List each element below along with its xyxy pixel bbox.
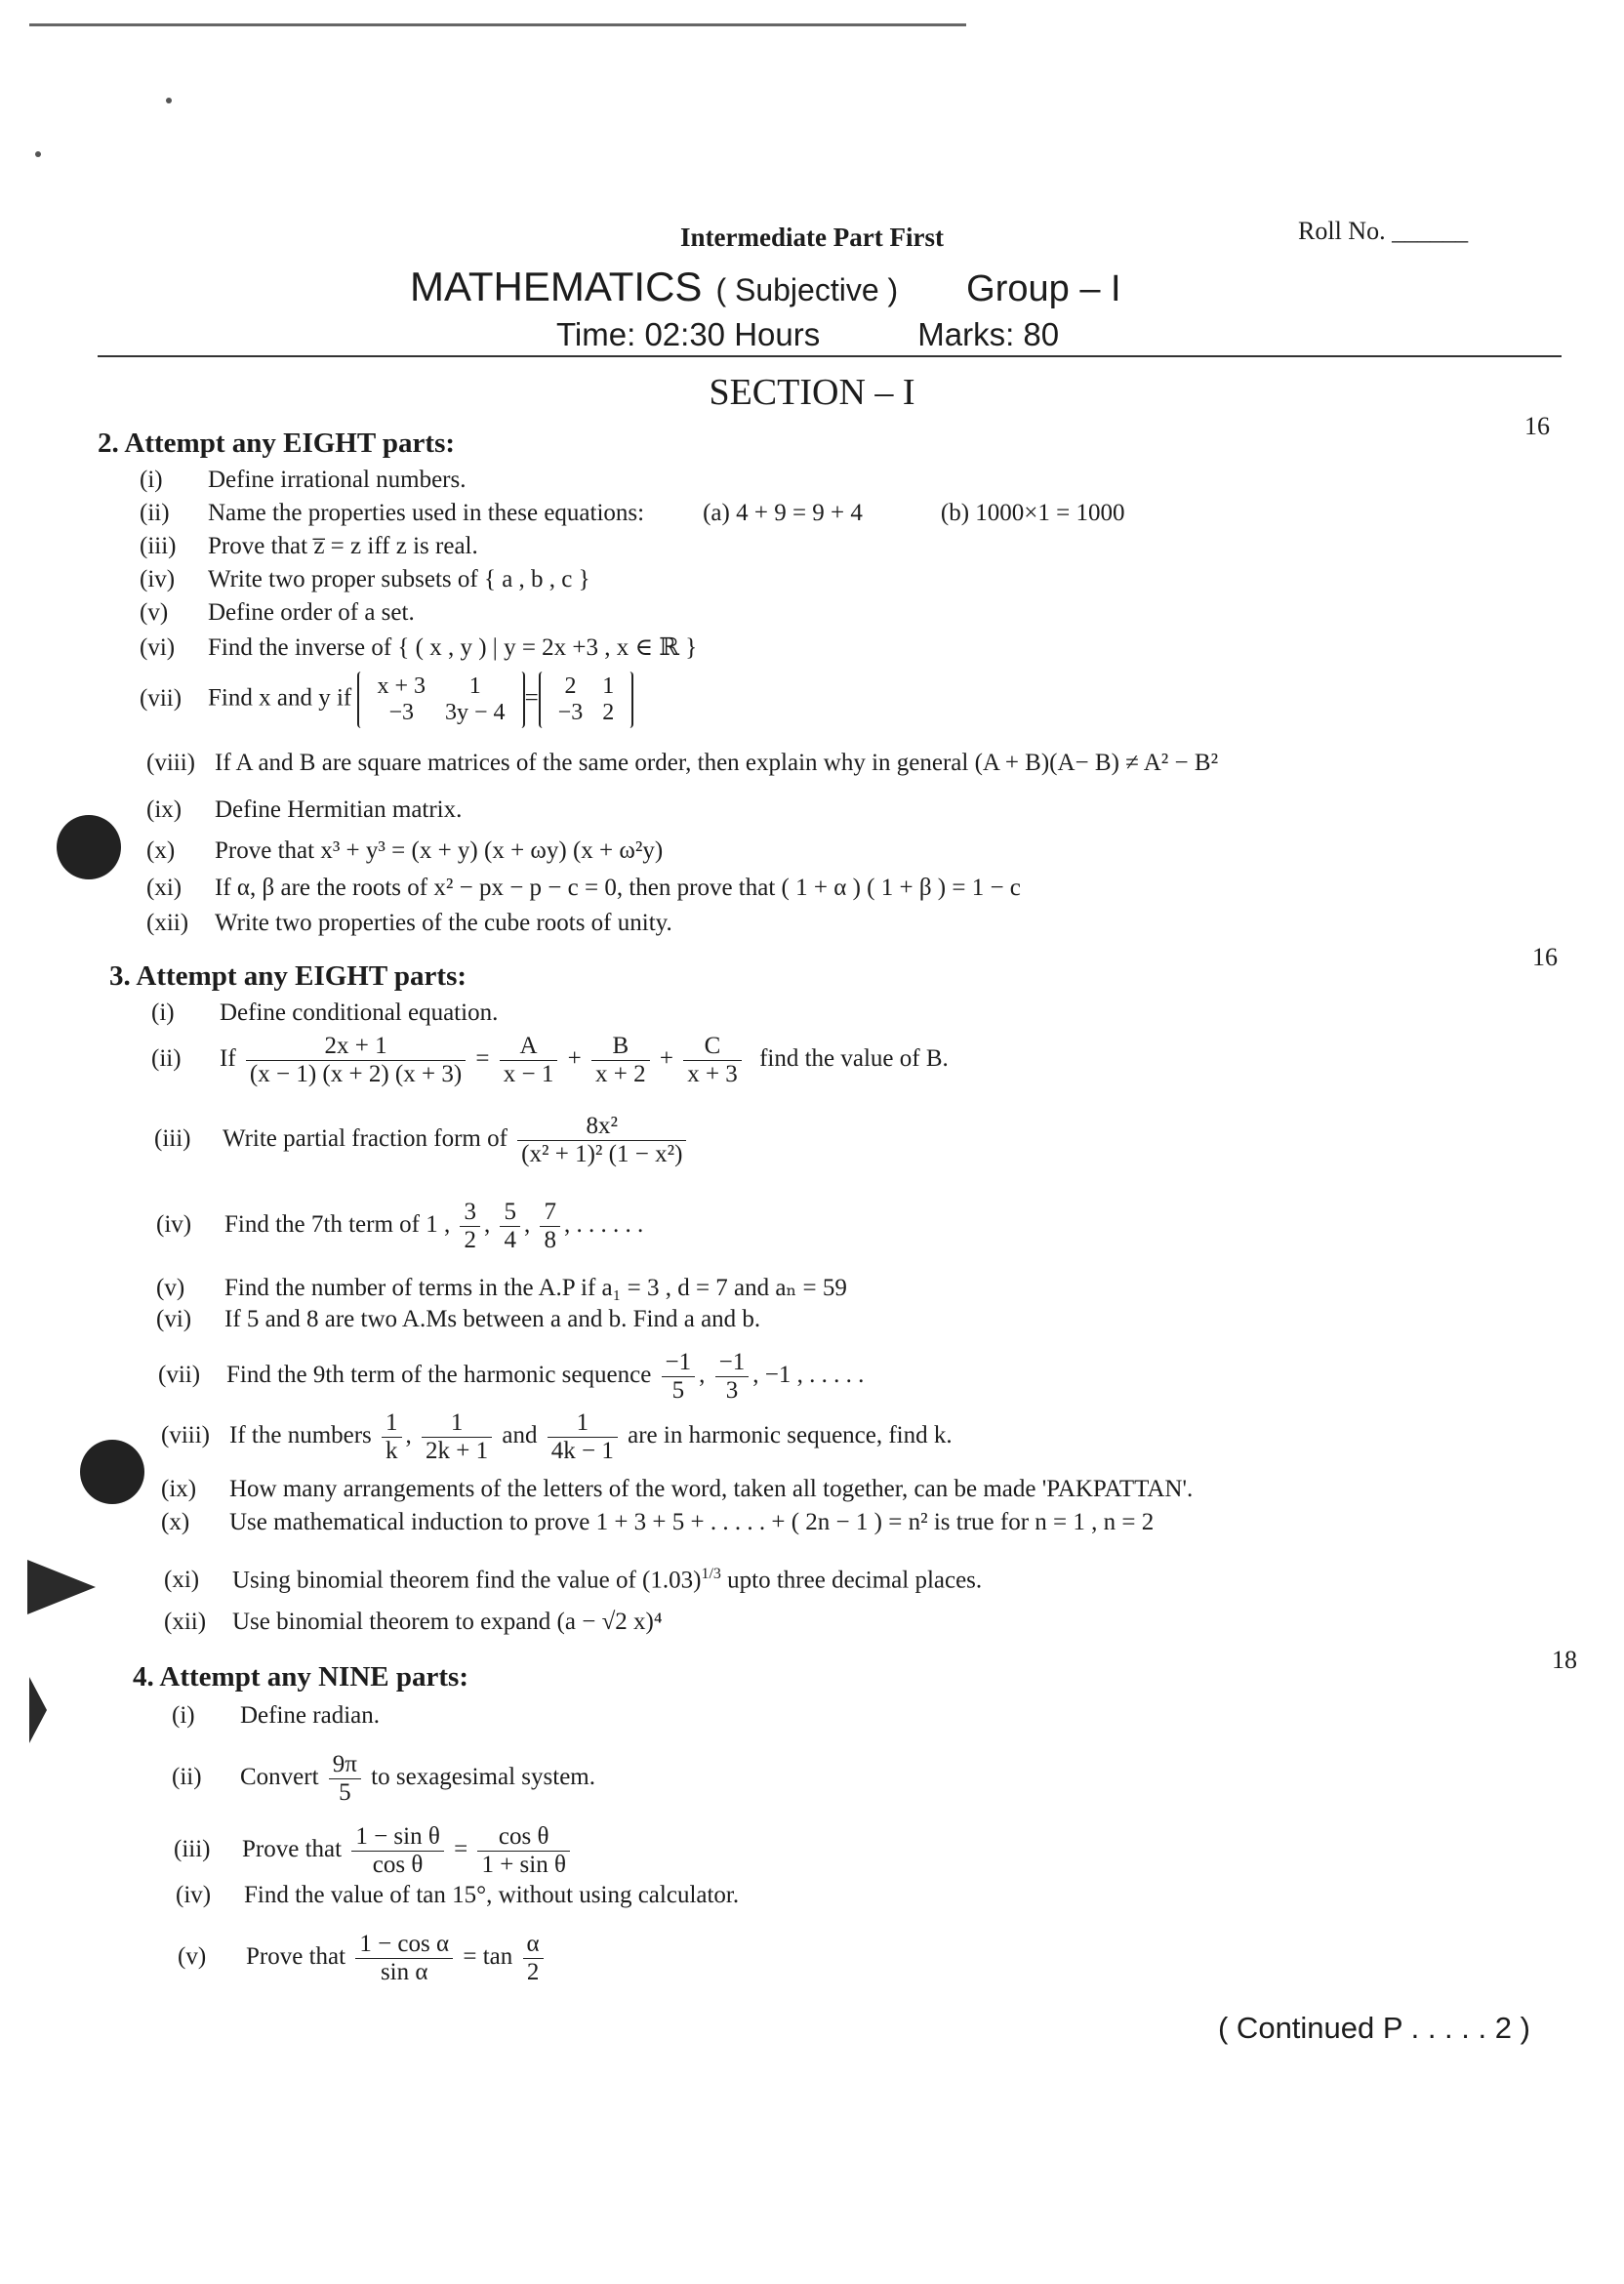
denominator: 2 xyxy=(464,1227,476,1253)
denominator: 5 xyxy=(671,1377,685,1404)
q4-marks: 18 xyxy=(1552,1646,1577,1674)
q4-part xyxy=(172,1751,595,1807)
q3-part: (viii) If the numbers $\frac{1}{k}$ , $\frac{1}{2k + 1}$ and $\frac{1}{4k - 1}$ are in harmonic sequence, find k. xyxy=(161,1409,953,1464)
numerator: 9π xyxy=(329,1751,361,1779)
scan-arrow-mark xyxy=(29,1677,47,1743)
q3-part xyxy=(151,999,498,1027)
part-text: Write two properties of the cube roots of unity. xyxy=(215,910,672,936)
plus-sign: + xyxy=(659,1045,673,1073)
part-num: (xi) xyxy=(146,875,183,901)
subject-name: MATHEMATICS xyxy=(410,264,703,309)
fraction xyxy=(500,1033,558,1088)
numerator: −1 xyxy=(715,1349,750,1377)
q2-part xyxy=(140,599,415,627)
part-text: are in harmonic sequence, find k. xyxy=(628,1422,953,1449)
part-text: Convert xyxy=(240,1764,319,1791)
part-text: to sexagesimal system. xyxy=(371,1764,595,1791)
q3-marks: 16 xyxy=(1532,943,1558,971)
matrix-cell: x + 3 xyxy=(377,673,426,699)
equals-sign: = xyxy=(475,1045,490,1073)
matrix-left xyxy=(357,672,524,728)
numerator: 2x + 1 xyxy=(246,1033,466,1061)
part-num: (xii) xyxy=(146,910,189,936)
exam-title xyxy=(410,264,1121,310)
time-marks-row xyxy=(556,316,1059,353)
denominator: 8 xyxy=(544,1227,556,1253)
matrix-right xyxy=(539,672,634,728)
equals-sign: = xyxy=(524,684,539,712)
group-label: Group – I xyxy=(966,268,1121,309)
part-num: (xi) xyxy=(164,1567,200,1594)
part-text: Name the properties used in these equations: xyxy=(208,500,645,526)
part-text: Use mathematical induction to prove 1 + 3 + 5 + . . . . . + ( 2n − 1 ) = n² is true for n = 1 , n = 2 xyxy=(229,1509,1155,1535)
q3-part xyxy=(161,1476,1193,1503)
q2-part xyxy=(146,837,663,865)
part-text: Prove that z̅ = z iff z is real. xyxy=(208,533,478,559)
part-text: Find x and y if xyxy=(208,684,352,712)
q2-part xyxy=(140,566,590,593)
part-num: (x) xyxy=(161,1509,190,1535)
part-text: Define conditional equation. xyxy=(220,999,499,1026)
part-text: If the numbers xyxy=(229,1422,372,1449)
numerator: 8x² xyxy=(517,1113,686,1141)
comma: , xyxy=(483,1211,491,1239)
q3-part xyxy=(164,1609,663,1636)
q3-part: (vii) Find the 9th term of the harmonic sequence $\frac{-1}{5}$ , $\frac{-1}{3}$ , −1 , . . . . . xyxy=(158,1349,865,1404)
q3-part xyxy=(156,1273,847,1302)
part-num: (iii) xyxy=(174,1836,211,1863)
part-text: Find the 7th term of 1 , xyxy=(224,1211,451,1239)
denominator: 5 xyxy=(339,1779,351,1806)
part-num: (iv) xyxy=(156,1211,192,1239)
numerator: A xyxy=(500,1033,558,1061)
fraction xyxy=(460,1199,480,1254)
fraction xyxy=(351,1823,444,1879)
denominator: cos θ xyxy=(372,1852,424,1878)
part-num: (vii) xyxy=(158,1362,201,1389)
fraction xyxy=(662,1349,696,1405)
part-text: If α, β are the roots of x² − px − p − c = 0, then prove that ( 1 + α ) ( 1 + β ) = 1 − c xyxy=(215,875,1021,901)
numerator: cos θ xyxy=(477,1823,570,1852)
part-text: If xyxy=(220,1045,236,1073)
fraction xyxy=(329,1751,361,1807)
part-text: Using binomial theorem find the value of (1.03) xyxy=(232,1567,702,1594)
denominator: x − 1 xyxy=(503,1061,554,1087)
scan-top-line xyxy=(29,23,966,26)
fraction xyxy=(523,1931,544,1986)
numerator: −1 xyxy=(662,1349,696,1377)
denominator: x + 3 xyxy=(687,1061,738,1087)
q4-part xyxy=(178,1931,548,1986)
part-num: (ix) xyxy=(161,1476,197,1502)
denominator: k xyxy=(386,1438,398,1464)
fraction xyxy=(355,1931,453,1986)
scan-speck xyxy=(166,98,172,103)
numerator: 1 − sin θ xyxy=(351,1823,444,1852)
q2-part xyxy=(146,796,462,824)
q3-title: Attempt any EIGHT parts: xyxy=(136,960,467,992)
part-text: If 5 and 8 are two A.Ms between a and b. Find a and b. xyxy=(224,1306,761,1332)
part-text: find the value of B. xyxy=(759,1045,949,1073)
q2-part xyxy=(146,875,1021,902)
part-num: (v) xyxy=(178,1943,207,1971)
part-text: Define Hermitian matrix. xyxy=(215,796,463,823)
part-text: upto three decimal places. xyxy=(727,1567,983,1594)
part-text: Define irrational numbers. xyxy=(208,467,467,493)
equation-b: (b) 1000×1 = 1000 xyxy=(940,500,1125,526)
part-num: (iii) xyxy=(140,533,177,559)
part-text: Write partial fraction form of xyxy=(223,1125,508,1153)
numerator: C xyxy=(683,1033,742,1061)
part-text: Find the value of tan 15°, without using calculator. xyxy=(244,1882,740,1908)
part-num: (ix) xyxy=(146,796,183,823)
part-text: If A and B are square matrices of the same order, then explain why in general (A + B)(A− B) ≠ A² − B² xyxy=(215,750,1219,776)
part-text: Find the 9th term of the harmonic sequence xyxy=(226,1362,652,1389)
marks-label: Marks: 80 xyxy=(917,316,1060,352)
q2-part xyxy=(146,910,672,937)
part-num: (vi) xyxy=(156,1306,192,1332)
continued-note: ( Continued P . . . . . 2 ) xyxy=(1218,2011,1530,2045)
q2-heading xyxy=(98,428,455,460)
matrix-cell: −3 xyxy=(388,700,415,725)
part-text: Find the number of terms in the A.P if a₁ = 3 , d = 7 and aₙ = 59 xyxy=(224,1275,847,1301)
numerator: 5 xyxy=(500,1199,520,1227)
part-text: How many arrangements of the letters of the word, taken all together, can be made 'PAKPATTAN'. xyxy=(229,1476,1194,1502)
numerator: 1 xyxy=(422,1409,492,1438)
roll-no: Roll No. ______ xyxy=(1298,217,1469,245)
equals-sign: = tan xyxy=(463,1943,513,1971)
section-title: SECTION – I xyxy=(709,372,915,413)
fraction xyxy=(683,1033,742,1088)
q4-title: Attempt any NINE parts: xyxy=(159,1661,468,1693)
part-num: (iv) xyxy=(176,1882,212,1908)
part-num: (ii) xyxy=(172,1764,202,1791)
part-num: (viii) xyxy=(146,750,195,776)
numerator: 7 xyxy=(540,1199,560,1227)
denominator: 4k − 1 xyxy=(550,1438,614,1464)
denominator: (x² + 1)² (1 − x²) xyxy=(521,1141,683,1167)
denominator: x + 2 xyxy=(594,1061,646,1087)
denominator: 3 xyxy=(725,1377,739,1404)
part-text: , . . . . . . xyxy=(563,1211,644,1239)
part-text: Find the inverse of { ( x , y ) | y = 2x +3 , x ∈ ℝ } xyxy=(208,634,698,661)
q2-part xyxy=(140,632,697,662)
fraction xyxy=(591,1033,650,1088)
part-text: and xyxy=(502,1422,538,1449)
part-text: Define order of a set. xyxy=(208,599,415,626)
numerator: α xyxy=(523,1931,544,1959)
q3-part xyxy=(161,1509,1154,1536)
equation-a: (a) 4 + 9 = 9 + 4 xyxy=(703,500,863,526)
exponent: 1/3 xyxy=(701,1566,721,1582)
header-rule xyxy=(98,355,1562,357)
part-text: Prove that x³ + y³ = (x + y) (x + ωy) (x + ω²y) xyxy=(215,837,664,864)
time-label: Time: 02:30 Hours xyxy=(556,316,821,352)
fraction xyxy=(246,1033,466,1088)
fraction xyxy=(422,1409,492,1465)
matrix-cell: −3 xyxy=(557,700,584,725)
q4-part xyxy=(176,1882,739,1909)
q4-heading xyxy=(133,1661,468,1693)
part-num: (ii) xyxy=(140,500,170,526)
q2-part xyxy=(140,500,1125,527)
part-num: (xii) xyxy=(164,1609,207,1635)
q2-title: Attempt any EIGHT parts: xyxy=(124,428,456,459)
q3-heading xyxy=(109,960,467,993)
scan-speck xyxy=(35,151,41,157)
part-num: (i) xyxy=(172,1702,195,1729)
exam-level: Intermediate Part First xyxy=(680,223,944,252)
q4-part xyxy=(174,1823,574,1879)
part-num: (ii) xyxy=(151,1045,182,1073)
part-num: (viii) xyxy=(161,1422,210,1449)
part-num: (v) xyxy=(140,599,169,626)
q2-marks: 16 xyxy=(1524,412,1550,440)
q3-part xyxy=(156,1306,760,1333)
numerator: 1 xyxy=(548,1409,618,1438)
numerator: 1 − cos α xyxy=(355,1931,453,1959)
part-text: Prove that xyxy=(242,1836,343,1863)
q2-part xyxy=(140,672,633,728)
part-num: (vii) xyxy=(140,684,183,712)
part-num: (v) xyxy=(156,1275,185,1301)
matrix-cell: 2 xyxy=(564,673,577,699)
q3-number: 3. xyxy=(109,960,131,992)
punch-hole-mark xyxy=(57,815,121,879)
denominator: sin α xyxy=(380,1959,428,1985)
equals-sign: = xyxy=(454,1836,468,1863)
fraction xyxy=(500,1199,520,1254)
q2-part xyxy=(140,467,467,494)
part-num: (i) xyxy=(151,999,175,1026)
denominator: 4 xyxy=(504,1227,516,1253)
punch-hole-mark xyxy=(80,1440,144,1504)
q3-part xyxy=(154,1113,690,1168)
fraction xyxy=(715,1349,750,1405)
denominator: 1 + sin θ xyxy=(481,1852,566,1878)
part-text: Prove that xyxy=(246,1943,346,1971)
part-num: (iv) xyxy=(140,566,176,592)
q3-part xyxy=(156,1199,643,1254)
denominator: 2 xyxy=(526,1959,540,1985)
part-text: , −1 , . . . . . xyxy=(752,1362,865,1389)
fraction xyxy=(548,1409,618,1465)
plus-sign: + xyxy=(567,1045,582,1073)
fraction xyxy=(477,1823,570,1879)
matrix-cell: 1 xyxy=(468,673,481,699)
q3-part xyxy=(164,1566,982,1594)
q4-number: 4. xyxy=(133,1661,154,1693)
fraction xyxy=(382,1409,402,1465)
fraction xyxy=(540,1199,560,1254)
denominator: 2k + 1 xyxy=(426,1438,489,1464)
scan-arrow-mark xyxy=(27,1560,96,1614)
numerator: 1 xyxy=(382,1409,402,1438)
q2-part xyxy=(146,750,1218,777)
numerator: 3 xyxy=(460,1199,480,1227)
matrix-cell: 2 xyxy=(602,700,615,725)
fraction xyxy=(517,1113,686,1168)
matrix-cell: 3y − 4 xyxy=(445,700,506,725)
denominator: (x − 1) (x + 2) (x + 3) xyxy=(249,1061,463,1087)
part-num: (i) xyxy=(140,467,163,493)
part-num: (x) xyxy=(146,837,176,864)
q2-number: 2. xyxy=(98,428,119,459)
part-text: Use binomial theorem to expand (a − √2 x)⁴ xyxy=(232,1609,663,1635)
part-num: (vi) xyxy=(140,634,176,661)
q4-part xyxy=(172,1702,380,1730)
part-text: Write two proper subsets of { a , b , c } xyxy=(208,566,590,592)
matrix-cell: 1 xyxy=(602,673,615,699)
part-num: (iii) xyxy=(154,1125,191,1153)
part-text: Define radian. xyxy=(240,1702,380,1729)
comma: , xyxy=(523,1211,531,1239)
q3-part xyxy=(151,1033,949,1088)
paper-type: ( Subjective ) xyxy=(715,272,899,307)
q2-part xyxy=(140,533,478,560)
numerator: B xyxy=(591,1033,650,1061)
